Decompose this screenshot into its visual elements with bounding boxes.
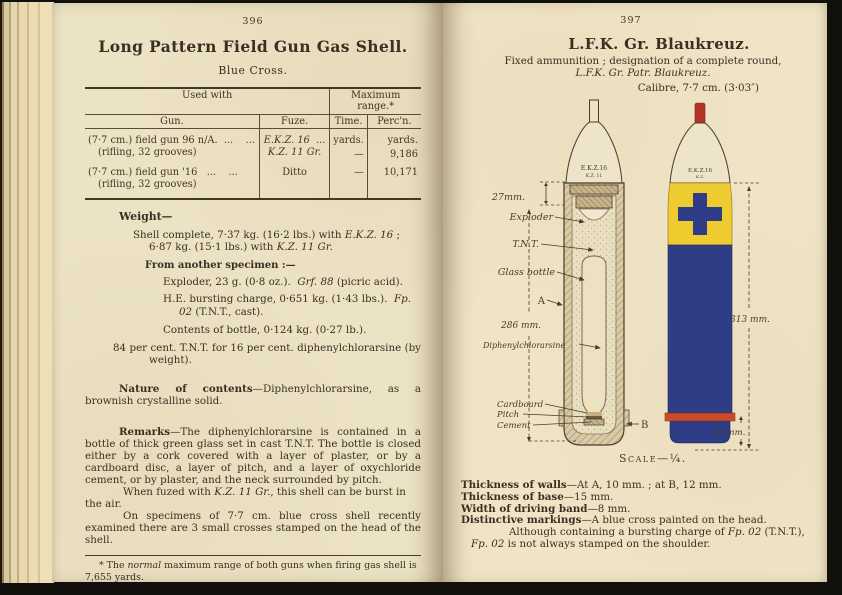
weight-he-text1: H.E. bursting charge, 0·651 kg. (1·43 lbs.). bbox=[163, 293, 394, 306]
blue-shell-body bbox=[668, 245, 732, 413]
spec-base-body: —15 mm. bbox=[563, 490, 614, 503]
cardboard-disc bbox=[586, 412, 602, 416]
label-point-b: B bbox=[641, 420, 649, 431]
spec-band-body: —8 mm. bbox=[587, 502, 631, 515]
group-header-used-with: Used with bbox=[85, 88, 330, 114]
spec-band-lead: Width of driving band bbox=[461, 502, 588, 515]
left-page-subtitle: Blue Cross. bbox=[218, 64, 288, 78]
spec-band bbox=[461, 504, 807, 515]
table-column-header-row bbox=[85, 114, 421, 128]
footnote-normal: normal bbox=[127, 560, 162, 572]
label-diphenylchlorarsine: Diphenylchlorarsine bbox=[483, 341, 566, 350]
right-page-subtitle1: Fixed ammunition ; designation of a complete round, bbox=[504, 55, 782, 68]
spec-note1-text1: Although containing a bursting charge of bbox=[509, 526, 728, 539]
spec-note2-text: is not always stamped on the shoulder. bbox=[504, 537, 711, 550]
sectional-shell-drawing bbox=[559, 100, 629, 445]
time-2-value: — bbox=[353, 167, 364, 179]
weight-exploder-grf: Grf. 88 bbox=[297, 276, 334, 289]
gun-1-line2: (rifling, 32 grooves) bbox=[98, 146, 197, 158]
gun-2-line1: (7·7 cm.) field gun '16 ... ... bbox=[88, 167, 238, 179]
spec-note2-fp02: Fp. 02 bbox=[471, 537, 505, 550]
col-header-gun: Gun. bbox=[85, 114, 259, 128]
table-row bbox=[85, 161, 421, 199]
group-header-max-range: Maximum range.* bbox=[330, 88, 421, 114]
time-1-value: — bbox=[353, 148, 364, 160]
dimension-27mm: 27mm. bbox=[491, 192, 525, 203]
range-table bbox=[85, 87, 421, 200]
dimension-313mm: 313 mm. bbox=[730, 315, 770, 325]
weight-shell-fuze2: K.Z. 11 Gr. bbox=[276, 240, 333, 253]
nature-of-contents bbox=[85, 383, 421, 407]
label-cardboard: Cardboard bbox=[497, 400, 544, 410]
label-point-a: A bbox=[537, 296, 545, 307]
label-exploder: Exploder bbox=[509, 212, 553, 223]
spec-markings-lead: Distinctive markings bbox=[461, 514, 582, 527]
glass-bottle bbox=[582, 256, 606, 419]
right-page-subtitle2: L.F.K. Gr. Patr. Blaukreuz. bbox=[575, 67, 711, 79]
nature-body: —Diphenylchlorarsine, as a brownish crystalline solid. bbox=[85, 382, 421, 407]
footnote-text2: maximum range of both guns when firing gas shell is 7,655 yards. bbox=[85, 560, 417, 583]
shell-red-tip bbox=[695, 103, 705, 124]
left-page-content bbox=[52, 3, 443, 583]
cell-time-1 bbox=[330, 129, 367, 161]
col-header-percn: Perc'n. bbox=[367, 114, 421, 128]
label-glass-bottle: Glass bottle bbox=[497, 267, 555, 278]
cell-percn-2 bbox=[367, 161, 421, 199]
table-row bbox=[85, 129, 421, 161]
left-page-title: Long Pattern Field Gun Gas Shell. bbox=[98, 37, 408, 57]
fuze-adapter-plate bbox=[570, 185, 618, 194]
shell-diagram bbox=[443, 98, 827, 470]
scale-label: Scale—¼. bbox=[619, 452, 687, 465]
cell-fuze-2 bbox=[259, 161, 329, 199]
cell-fuze-1 bbox=[259, 129, 329, 161]
weight-he-charge bbox=[85, 293, 421, 317]
exploder-container bbox=[576, 196, 612, 208]
weight-exploder-text1: Exploder, 23 g. (0·8 oz.). bbox=[163, 276, 298, 289]
right-page-content bbox=[443, 3, 827, 95]
remarks-fuzed-text1: When fuzed with bbox=[123, 486, 215, 499]
spec-markings bbox=[461, 515, 807, 526]
fuze-stamp-right-1: E.K.Z.16 bbox=[687, 168, 713, 174]
weight-shell-fuze1: E.K.Z. 16 bbox=[344, 228, 394, 241]
spec-walls-lead: Thickness of walls bbox=[461, 479, 567, 491]
cell-gun-1 bbox=[85, 129, 259, 161]
footnote-text1: * The bbox=[99, 560, 128, 572]
right-page bbox=[443, 3, 827, 582]
weight-he-text2: (T.N.T., cast). bbox=[192, 305, 264, 318]
footnote bbox=[85, 560, 421, 583]
weight-ratio: 84 per cent. T.N.T. for 16 per cent. diphenylchlorarsine (by weight). bbox=[113, 341, 421, 366]
book-page-edges bbox=[0, 2, 54, 583]
weight-he-fp02: Fp. 02 bbox=[179, 293, 412, 318]
spec-note1-fp02: Fp. 02 bbox=[727, 526, 762, 539]
spec-walls-body: —At A, 10 mm. ; at B, 12 mm. bbox=[566, 479, 722, 491]
fuze-1-line2: K.Z. 11 Gr. bbox=[267, 146, 322, 158]
footnote-rule bbox=[85, 555, 421, 556]
spec-note-line2 bbox=[461, 539, 807, 550]
fuze-1-line1: E.K.Z. 16 ... bbox=[263, 135, 326, 147]
time-unit: yards. bbox=[333, 135, 364, 147]
pitch-layer bbox=[586, 416, 602, 419]
percn-1-value: 9,186 bbox=[389, 148, 418, 160]
fuze-2-line1: Ditto bbox=[282, 167, 307, 179]
cell-gun-2 bbox=[85, 161, 259, 199]
weight-shell-text1: Shell complete, 7·37 kg. (16·2 lbs.) with bbox=[133, 228, 345, 241]
right-page-number: 397 bbox=[620, 15, 642, 26]
nature-lead: Nature of contents bbox=[119, 382, 253, 395]
remarks-fuzed bbox=[85, 486, 421, 510]
col-header-fuze: Fuze. bbox=[259, 114, 329, 128]
weight-shell-complete bbox=[85, 229, 421, 253]
remarks-body: —The diphenylchlorarsine is contained in a bottle of thick green glass set in cast T.N.T. The bottle is closed either by a cork covered with a layer of plaster, or by a cardboard disc, a layer of pitch, and a layer of oxychloride cement, or by plaster, and the neck surrounded by pitch. bbox=[85, 425, 421, 486]
fuze-stem bbox=[590, 100, 599, 123]
weight-exploder-text2: (picric acid). bbox=[333, 276, 403, 289]
weight-bottle-contents: Contents of bottle, 0·124 kg. (0·27 lb.). bbox=[163, 323, 367, 336]
weight-exploder bbox=[163, 276, 421, 288]
remarks-fuzed-text2: , this shell can be burst in the air. bbox=[85, 486, 406, 511]
copper-driving-band bbox=[665, 413, 735, 421]
fuze-stamp-right-2: K.Z. bbox=[695, 174, 705, 179]
col-header-time: Time. bbox=[330, 114, 367, 128]
table-group-header-row bbox=[85, 88, 421, 114]
cell-percn-1 bbox=[367, 129, 421, 161]
remarks-lead: Remarks bbox=[119, 425, 171, 438]
weight-shell-text2: ; 6·87 kg. (15·1 lbs.) with bbox=[149, 228, 400, 253]
right-page-title: L.F.K. Gr. Blaukreuz. bbox=[568, 34, 750, 53]
percn-2-value: 10,171 bbox=[383, 167, 418, 179]
dimension-286mm: 286 mm. bbox=[501, 321, 541, 331]
calibre-line: Calibre, 7·7 cm. (3·03″) bbox=[637, 81, 759, 94]
label-tnt: T.N.T. bbox=[512, 239, 539, 250]
remarks-specimens: On specimens of 7·7 cm. blue cross shell recently examined there are 3 small crosses stamped on the head of the shell. bbox=[85, 510, 421, 547]
percn-unit: yards. bbox=[387, 135, 418, 147]
weight-heading: Weight— bbox=[119, 210, 173, 224]
spec-walls bbox=[461, 480, 807, 491]
label-cement: Cement bbox=[497, 421, 531, 431]
left-page bbox=[52, 3, 443, 582]
left-page-number: 396 bbox=[242, 16, 264, 27]
painted-shell-drawing bbox=[665, 103, 735, 443]
spec-note-line1 bbox=[461, 527, 807, 538]
fuze-stamp-left-2: K.Z. 11 bbox=[585, 174, 603, 179]
fuze-stamp-left-1: E.K.Z.16 bbox=[580, 165, 608, 172]
spec-base-lead: Thickness of base bbox=[461, 490, 564, 503]
spec-markings-body: —A blue cross painted on the head. bbox=[581, 514, 767, 527]
remarks-paragraph bbox=[85, 426, 421, 486]
cell-time-2 bbox=[330, 161, 367, 199]
spec-note1-text2: (T.N.T.), bbox=[761, 526, 805, 539]
gun-1-line1: (7·7 cm.) field gun 96 n/A. ... ... bbox=[88, 135, 255, 147]
label-pitch: Pitch bbox=[497, 410, 520, 420]
remarks-fuzed-kz11: K.Z. 11 Gr. bbox=[214, 486, 271, 499]
weight-specimen-heading: From another specimen :— bbox=[145, 259, 296, 271]
specs-block bbox=[461, 480, 807, 551]
dimension-26mm: 26 mm. bbox=[713, 428, 746, 438]
gun-2-line2: (rifling, 32 grooves) bbox=[98, 178, 197, 190]
spec-base bbox=[461, 492, 807, 503]
